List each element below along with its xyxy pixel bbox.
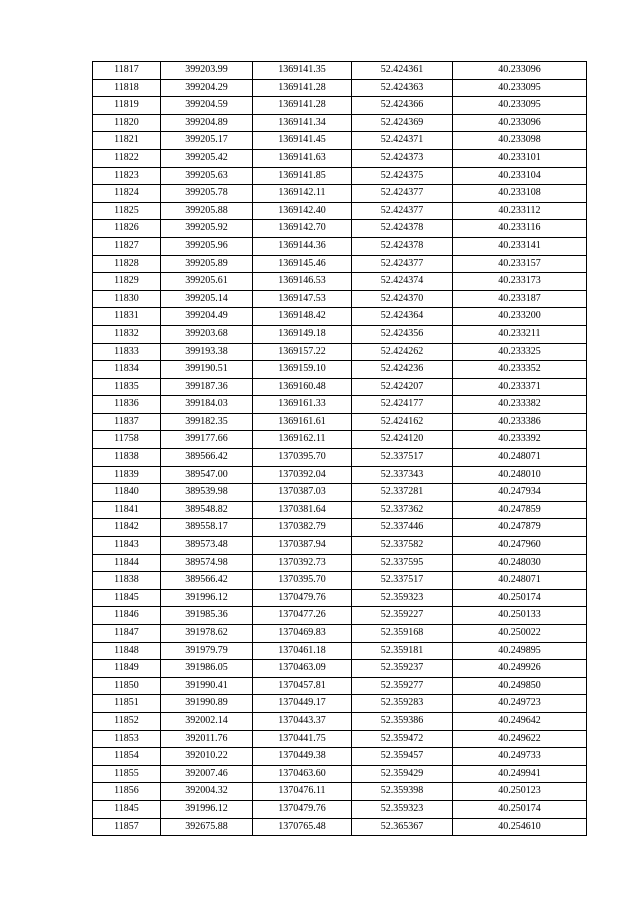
longitude-cell: 40.250022	[453, 625, 587, 643]
x-coordinate-cell: 392011.76	[161, 730, 253, 748]
latitude-cell: 52.359398	[352, 783, 453, 801]
point-number-cell: 11829	[93, 273, 161, 291]
table-row	[93, 325, 587, 343]
longitude-cell: 40.233112	[453, 202, 587, 220]
x-coordinate-cell: 389573.48	[161, 537, 253, 555]
longitude-cell: 40.233392	[453, 431, 587, 449]
latitude-cell: 52.424207	[352, 378, 453, 396]
longitude-cell: 40.248071	[453, 572, 587, 590]
y-coordinate-cell: 1370449.17	[253, 695, 352, 713]
latitude-cell: 52.359429	[352, 765, 453, 783]
latitude-cell: 52.424236	[352, 361, 453, 379]
latitude-cell: 52.359472	[352, 730, 453, 748]
latitude-cell: 52.337582	[352, 537, 453, 555]
x-coordinate-cell: 389558.17	[161, 519, 253, 537]
table-row	[93, 290, 587, 308]
latitude-cell: 52.424377	[352, 185, 453, 203]
x-coordinate-cell: 399205.14	[161, 290, 253, 308]
point-number-cell: 11833	[93, 343, 161, 361]
latitude-cell: 52.424378	[352, 237, 453, 255]
y-coordinate-cell: 1369161.33	[253, 396, 352, 414]
y-coordinate-cell: 1369159.10	[253, 361, 352, 379]
longitude-cell: 40.233386	[453, 413, 587, 431]
longitude-cell: 40.250174	[453, 589, 587, 607]
table-row	[93, 660, 587, 678]
table-row	[93, 625, 587, 643]
latitude-cell: 52.424162	[352, 413, 453, 431]
latitude-cell: 52.424369	[352, 114, 453, 132]
longitude-cell: 40.248010	[453, 466, 587, 484]
table-row	[93, 537, 587, 555]
latitude-cell: 52.359323	[352, 589, 453, 607]
longitude-cell: 40.233173	[453, 273, 587, 291]
y-coordinate-cell: 1369149.18	[253, 325, 352, 343]
x-coordinate-cell: 391986.05	[161, 660, 253, 678]
longitude-cell: 40.247960	[453, 537, 587, 555]
y-coordinate-cell: 1370449.38	[253, 748, 352, 766]
point-number-cell: 11831	[93, 308, 161, 326]
y-coordinate-cell: 1370392.73	[253, 554, 352, 572]
x-coordinate-cell: 389574.98	[161, 554, 253, 572]
point-number-cell: 11838	[93, 449, 161, 467]
longitude-cell: 40.248071	[453, 449, 587, 467]
point-number-cell: 11840	[93, 484, 161, 502]
y-coordinate-cell: 1369141.45	[253, 132, 352, 150]
longitude-cell: 40.249642	[453, 712, 587, 730]
y-coordinate-cell: 1369144.36	[253, 237, 352, 255]
point-number-cell: 11819	[93, 97, 161, 115]
y-coordinate-cell: 1370476.11	[253, 783, 352, 801]
y-coordinate-cell: 1370395.70	[253, 572, 352, 590]
longitude-cell: 40.247879	[453, 519, 587, 537]
latitude-cell: 52.424370	[352, 290, 453, 308]
table-row	[93, 62, 587, 80]
longitude-cell: 40.233382	[453, 396, 587, 414]
latitude-cell: 52.337362	[352, 501, 453, 519]
latitude-cell: 52.359386	[352, 712, 453, 730]
y-coordinate-cell: 1369162.11	[253, 431, 352, 449]
table-row	[93, 765, 587, 783]
longitude-cell: 40.233200	[453, 308, 587, 326]
point-number-cell: 11842	[93, 519, 161, 537]
table-row	[93, 255, 587, 273]
point-number-cell: 11857	[93, 818, 161, 836]
table-row	[93, 79, 587, 97]
latitude-cell: 52.424373	[352, 149, 453, 167]
table-row	[93, 97, 587, 115]
point-number-cell: 11830	[93, 290, 161, 308]
y-coordinate-cell: 1369141.28	[253, 97, 352, 115]
longitude-cell: 40.249850	[453, 677, 587, 695]
latitude-cell: 52.337446	[352, 519, 453, 537]
table-row	[93, 730, 587, 748]
latitude-cell: 52.424356	[352, 325, 453, 343]
latitude-cell: 52.424262	[352, 343, 453, 361]
x-coordinate-cell: 399184.03	[161, 396, 253, 414]
latitude-cell: 52.359283	[352, 695, 453, 713]
y-coordinate-cell: 1370381.64	[253, 501, 352, 519]
point-number-cell: 11843	[93, 537, 161, 555]
y-coordinate-cell: 1370395.70	[253, 449, 352, 467]
point-number-cell: 11828	[93, 255, 161, 273]
latitude-cell: 52.424378	[352, 220, 453, 238]
point-number-cell: 11851	[93, 695, 161, 713]
latitude-cell: 52.359168	[352, 625, 453, 643]
x-coordinate-cell: 399205.17	[161, 132, 253, 150]
table-row	[93, 413, 587, 431]
y-coordinate-cell: 1369157.22	[253, 343, 352, 361]
point-number-cell: 11845	[93, 589, 161, 607]
longitude-cell: 40.250174	[453, 800, 587, 818]
longitude-cell: 40.249733	[453, 748, 587, 766]
latitude-cell: 52.424361	[352, 62, 453, 80]
longitude-cell: 40.233187	[453, 290, 587, 308]
x-coordinate-cell: 392007.46	[161, 765, 253, 783]
y-coordinate-cell: 1369148.42	[253, 308, 352, 326]
point-number-cell: 11844	[93, 554, 161, 572]
point-number-cell: 11855	[93, 765, 161, 783]
table-row	[93, 185, 587, 203]
point-number-cell: 11841	[93, 501, 161, 519]
table-row	[93, 712, 587, 730]
x-coordinate-cell: 399177.66	[161, 431, 253, 449]
y-coordinate-cell: 1370443.37	[253, 712, 352, 730]
point-number-cell: 11846	[93, 607, 161, 625]
table-row	[93, 677, 587, 695]
longitude-cell: 40.233371	[453, 378, 587, 396]
y-coordinate-cell: 1370382.79	[253, 519, 352, 537]
point-number-cell: 11854	[93, 748, 161, 766]
x-coordinate-cell: 391978.62	[161, 625, 253, 643]
x-coordinate-cell: 399205.96	[161, 237, 253, 255]
latitude-cell: 52.337517	[352, 572, 453, 590]
longitude-cell: 40.233211	[453, 325, 587, 343]
y-coordinate-cell: 1370765.48	[253, 818, 352, 836]
point-number-cell: 11850	[93, 677, 161, 695]
table-row	[93, 484, 587, 502]
y-coordinate-cell: 1369141.85	[253, 167, 352, 185]
point-number-cell: 11826	[93, 220, 161, 238]
y-coordinate-cell: 1370392.04	[253, 466, 352, 484]
point-number-cell: 11856	[93, 783, 161, 801]
x-coordinate-cell: 399205.42	[161, 149, 253, 167]
latitude-cell: 52.424374	[352, 273, 453, 291]
x-coordinate-cell: 399187.36	[161, 378, 253, 396]
latitude-cell: 52.359181	[352, 642, 453, 660]
x-coordinate-cell: 399205.92	[161, 220, 253, 238]
latitude-cell: 52.337517	[352, 449, 453, 467]
point-number-cell: 11836	[93, 396, 161, 414]
table-row	[93, 237, 587, 255]
table-row	[93, 642, 587, 660]
latitude-cell: 52.359227	[352, 607, 453, 625]
latitude-cell: 52.424377	[352, 255, 453, 273]
longitude-cell: 40.249622	[453, 730, 587, 748]
table-row	[93, 396, 587, 414]
x-coordinate-cell: 389548.82	[161, 501, 253, 519]
x-coordinate-cell: 389539.98	[161, 484, 253, 502]
y-coordinate-cell: 1370469.83	[253, 625, 352, 643]
latitude-cell: 52.424377	[352, 202, 453, 220]
y-coordinate-cell: 1370477.26	[253, 607, 352, 625]
table-row	[93, 308, 587, 326]
y-coordinate-cell: 1370463.60	[253, 765, 352, 783]
point-number-cell: 11853	[93, 730, 161, 748]
longitude-cell: 40.254610	[453, 818, 587, 836]
x-coordinate-cell: 399190.51	[161, 361, 253, 379]
point-number-cell: 11849	[93, 660, 161, 678]
table-row	[93, 167, 587, 185]
table-row	[93, 114, 587, 132]
table-row	[93, 431, 587, 449]
x-coordinate-cell: 391985.36	[161, 607, 253, 625]
x-coordinate-cell: 391979.79	[161, 642, 253, 660]
table-row	[93, 783, 587, 801]
point-number-cell: 11837	[93, 413, 161, 431]
x-coordinate-cell: 391990.89	[161, 695, 253, 713]
longitude-cell: 40.233098	[453, 132, 587, 150]
table-row	[93, 800, 587, 818]
point-number-cell: 11817	[93, 62, 161, 80]
point-number-cell: 11823	[93, 167, 161, 185]
point-number-cell: 11758	[93, 431, 161, 449]
point-number-cell: 11834	[93, 361, 161, 379]
table-row	[93, 589, 587, 607]
latitude-cell: 52.359457	[352, 748, 453, 766]
x-coordinate-cell: 399205.63	[161, 167, 253, 185]
x-coordinate-cell: 389547.00	[161, 466, 253, 484]
x-coordinate-cell: 391996.12	[161, 589, 253, 607]
table-row	[93, 607, 587, 625]
coordinate-table-body	[93, 62, 587, 836]
point-number-cell: 11838	[93, 572, 161, 590]
latitude-cell: 52.365367	[352, 818, 453, 836]
latitude-cell: 52.359323	[352, 800, 453, 818]
latitude-cell: 52.337281	[352, 484, 453, 502]
point-number-cell: 11821	[93, 132, 161, 150]
longitude-cell: 40.233095	[453, 79, 587, 97]
longitude-cell: 40.233096	[453, 114, 587, 132]
y-coordinate-cell: 1370457.81	[253, 677, 352, 695]
table-row	[93, 572, 587, 590]
latitude-cell: 52.337343	[352, 466, 453, 484]
x-coordinate-cell: 399205.89	[161, 255, 253, 273]
table-row	[93, 149, 587, 167]
table-row	[93, 202, 587, 220]
x-coordinate-cell: 399204.49	[161, 308, 253, 326]
x-coordinate-cell: 399205.78	[161, 185, 253, 203]
longitude-cell: 40.233108	[453, 185, 587, 203]
y-coordinate-cell: 1369160.48	[253, 378, 352, 396]
y-coordinate-cell: 1369142.11	[253, 185, 352, 203]
y-coordinate-cell: 1370387.94	[253, 537, 352, 555]
longitude-cell: 40.250123	[453, 783, 587, 801]
table-row	[93, 695, 587, 713]
x-coordinate-cell: 389566.42	[161, 572, 253, 590]
y-coordinate-cell: 1369161.61	[253, 413, 352, 431]
y-coordinate-cell: 1369146.53	[253, 273, 352, 291]
x-coordinate-cell: 399182.35	[161, 413, 253, 431]
latitude-cell: 52.359277	[352, 677, 453, 695]
point-number-cell: 11852	[93, 712, 161, 730]
x-coordinate-cell: 399193.38	[161, 343, 253, 361]
latitude-cell: 52.424366	[352, 97, 453, 115]
point-number-cell: 11835	[93, 378, 161, 396]
table-row	[93, 818, 587, 836]
longitude-cell: 40.248030	[453, 554, 587, 572]
table-row	[93, 378, 587, 396]
longitude-cell: 40.249926	[453, 660, 587, 678]
table-row	[93, 220, 587, 238]
x-coordinate-cell: 391996.12	[161, 800, 253, 818]
y-coordinate-cell: 1369142.40	[253, 202, 352, 220]
y-coordinate-cell: 1369142.70	[253, 220, 352, 238]
longitude-cell: 40.250133	[453, 607, 587, 625]
table-row	[93, 554, 587, 572]
coordinate-table	[92, 61, 587, 836]
x-coordinate-cell: 399203.99	[161, 62, 253, 80]
longitude-cell: 40.233101	[453, 149, 587, 167]
table-row	[93, 361, 587, 379]
point-number-cell: 11847	[93, 625, 161, 643]
y-coordinate-cell: 1369141.34	[253, 114, 352, 132]
x-coordinate-cell: 399203.68	[161, 325, 253, 343]
point-number-cell: 11825	[93, 202, 161, 220]
latitude-cell: 52.424371	[352, 132, 453, 150]
point-number-cell: 11824	[93, 185, 161, 203]
point-number-cell: 11832	[93, 325, 161, 343]
point-number-cell: 11820	[93, 114, 161, 132]
longitude-cell: 40.233104	[453, 167, 587, 185]
y-coordinate-cell: 1369141.28	[253, 79, 352, 97]
table-row	[93, 273, 587, 291]
table-row	[93, 519, 587, 537]
longitude-cell: 40.233352	[453, 361, 587, 379]
longitude-cell: 40.233095	[453, 97, 587, 115]
longitude-cell: 40.233096	[453, 62, 587, 80]
longitude-cell: 40.249941	[453, 765, 587, 783]
latitude-cell: 52.424364	[352, 308, 453, 326]
longitude-cell: 40.233141	[453, 237, 587, 255]
x-coordinate-cell: 392002.14	[161, 712, 253, 730]
longitude-cell: 40.247859	[453, 501, 587, 519]
latitude-cell: 52.359237	[352, 660, 453, 678]
y-coordinate-cell: 1369147.53	[253, 290, 352, 308]
latitude-cell: 52.424363	[352, 79, 453, 97]
y-coordinate-cell: 1370479.76	[253, 800, 352, 818]
longitude-cell: 40.233157	[453, 255, 587, 273]
longitude-cell: 40.233325	[453, 343, 587, 361]
latitude-cell: 52.424375	[352, 167, 453, 185]
x-coordinate-cell: 399205.88	[161, 202, 253, 220]
point-number-cell: 11822	[93, 149, 161, 167]
x-coordinate-cell: 399204.29	[161, 79, 253, 97]
x-coordinate-cell: 399205.61	[161, 273, 253, 291]
y-coordinate-cell: 1370441.75	[253, 730, 352, 748]
longitude-cell: 40.249723	[453, 695, 587, 713]
latitude-cell: 52.424120	[352, 431, 453, 449]
latitude-cell: 52.337595	[352, 554, 453, 572]
table-row	[93, 132, 587, 150]
x-coordinate-cell: 392010.22	[161, 748, 253, 766]
x-coordinate-cell: 399204.59	[161, 97, 253, 115]
table-row	[93, 748, 587, 766]
table-row	[93, 466, 587, 484]
point-number-cell: 11818	[93, 79, 161, 97]
y-coordinate-cell: 1369145.46	[253, 255, 352, 273]
table-row	[93, 343, 587, 361]
point-number-cell: 11839	[93, 466, 161, 484]
x-coordinate-cell: 389566.42	[161, 449, 253, 467]
x-coordinate-cell: 392004.32	[161, 783, 253, 801]
y-coordinate-cell: 1370463.09	[253, 660, 352, 678]
y-coordinate-cell: 1370479.76	[253, 589, 352, 607]
y-coordinate-cell: 1369141.35	[253, 62, 352, 80]
longitude-cell: 40.233116	[453, 220, 587, 238]
y-coordinate-cell: 1370461.18	[253, 642, 352, 660]
x-coordinate-cell: 391990.41	[161, 677, 253, 695]
y-coordinate-cell: 1369141.63	[253, 149, 352, 167]
point-number-cell: 11848	[93, 642, 161, 660]
x-coordinate-cell: 392675.88	[161, 818, 253, 836]
x-coordinate-cell: 399204.89	[161, 114, 253, 132]
table-row	[93, 449, 587, 467]
longitude-cell: 40.249895	[453, 642, 587, 660]
point-number-cell: 11845	[93, 800, 161, 818]
latitude-cell: 52.424177	[352, 396, 453, 414]
point-number-cell: 11827	[93, 237, 161, 255]
longitude-cell: 40.247934	[453, 484, 587, 502]
y-coordinate-cell: 1370387.03	[253, 484, 352, 502]
table-row	[93, 501, 587, 519]
